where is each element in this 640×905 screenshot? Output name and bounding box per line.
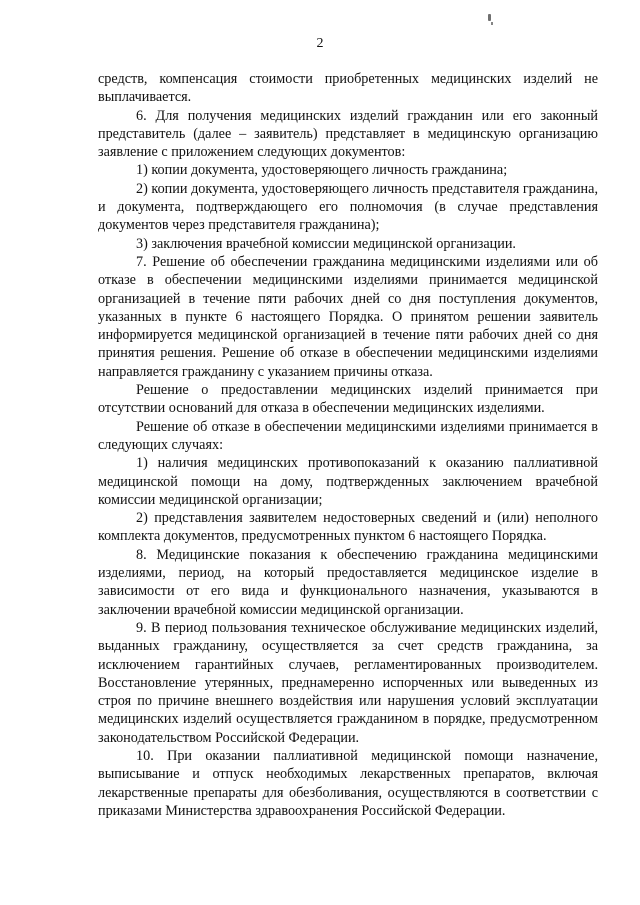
scan-artifact bbox=[488, 14, 491, 21]
paragraph-subitem-3: 3) заключения врачебной комиссии медицинской организации. bbox=[136, 235, 516, 252]
paragraph-subitem-2: 2) копии документа, удостоверяющего личность представителя гражданина, и документа, подтверждающего его полномочия (в случае представления документов через представителя гражданина); bbox=[98, 180, 598, 234]
scan-artifact-dot bbox=[491, 22, 493, 25]
paragraph-decision-refusal: Решение об отказе в обеспечении медицинскими изделиями принимается в следующих случаях: bbox=[98, 418, 598, 453]
paragraph-refusal-case-2: 2) представления заявителем недостоверных сведений и (или) неполного комплекта документов, предусмотренных пунктом 6 настоящего Порядка. bbox=[98, 510, 598, 545]
paragraph-continuation: средств, компенсация стоимости приобретенных медицинских изделий не выплачивается. bbox=[98, 71, 598, 106]
document-body bbox=[98, 70, 598, 820]
paragraph-refusal-case-1: 1) наличия медицинских противопоказаний к оказанию паллиативной медицинской помощи на дому, подтвержденных заключением врачебной комиссии медицинской организации; bbox=[98, 455, 598, 508]
paragraph-item-7: 7. Решение об обеспечении гражданина медицинскими изделиями или об отказе в обеспечении медицинскими изделиями принимается медицинской организацией в течение пяти рабочих дней со дня поступления документов, указанных в пункте 6 настоящего Порядка. О принятом решении заявитель информируется медицинской организацией в течение пяти рабочих дней со дня принятия решения. Решение об отказе в обеспечении медицинскими изделиями направляется гражданину с указанием причины отказа. bbox=[98, 253, 598, 380]
paragraph-item-6: 6. Для получения медицинских изделий гражданин или его законный представитель (далее – заявитель) представляет в медицинскую организацию заявление с приложением следующих документов: bbox=[98, 107, 598, 161]
paragraph-item-8: 8. Медицинские показания к обеспечению гражданина медицинскими изделиями, период, на который предоставляется медицинское изделие в зависимости от его вида и функционального назначения, указываются в заключении врачебной комиссии медицинской организации. bbox=[98, 546, 598, 618]
paragraph-subitem-1: 1) копии документа, удостоверяющего личность гражданина; bbox=[136, 162, 508, 179]
paragraph-item-10: 10. При оказании паллиативной медицинской помощи назначение, выписывание и отпуск необходимых лекарственных препаратов, включая лекарственные препараты для обезболивания, осуществляются в соответствии с приказами Министерства здравоохранения Российской Федерации. bbox=[98, 747, 598, 819]
paragraph-item-9: 9. В период пользования техническое обслуживание медицинских изделий, выданных гражданину, осуществляется за счет средств гражданина, за исключением гарантийных случаев, регламентированных производителем. Восстановление утерянных, преднамеренно испорченных или выведенных из строя по причине внешнего воздействия или нарушения условий эксплуатации медицинских изделий осуществляется гражданином в порядке, предусмотренном законодательством Российской Федерации. bbox=[98, 619, 598, 746]
page-number: 2 bbox=[316, 36, 324, 51]
paragraph-decision-grant: Решение о предоставлении медицинских изделий принимается при отсутствии оснований для отказа в обеспечении медицинских изделиями. bbox=[98, 382, 598, 417]
